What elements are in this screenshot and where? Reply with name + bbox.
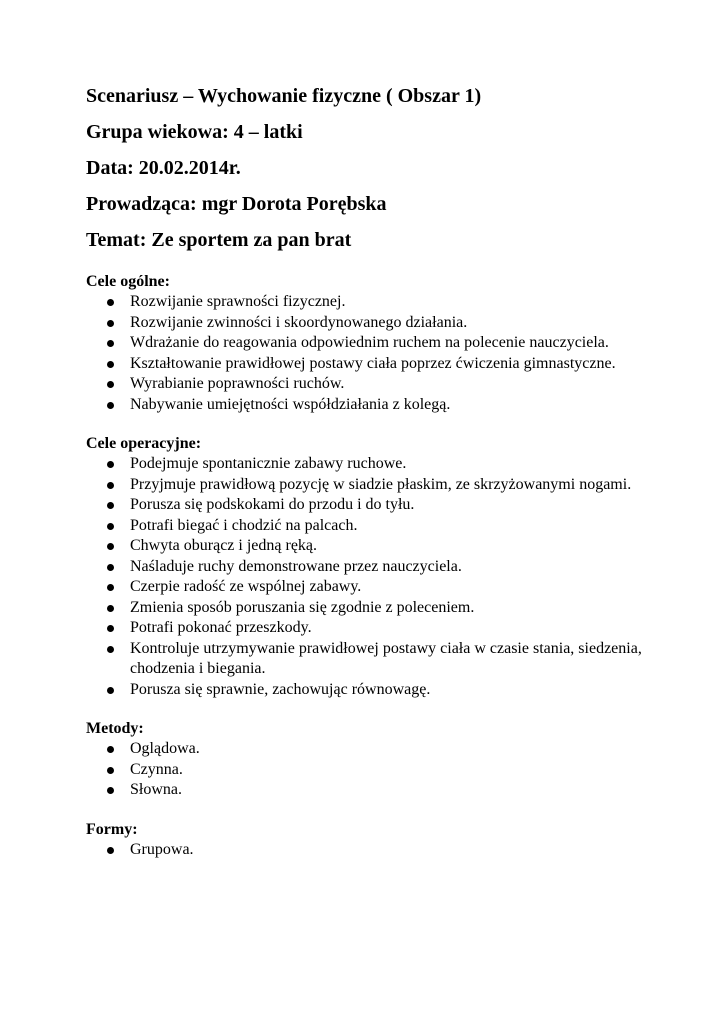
bullet-icon — [107, 564, 114, 571]
list-item-text: Zmienia sposób poruszania się zgodnie z poleceniem. — [130, 598, 475, 616]
section-title: Formy: — [86, 820, 138, 838]
bullet-icon — [107, 605, 114, 612]
bullet-icon — [107, 320, 114, 327]
bullet-list — [86, 454, 646, 700]
list-item-text: Porusza się podskokami do przodu i do tyłu. — [130, 496, 415, 513]
bullet-icon — [107, 482, 114, 489]
list-item — [86, 333, 646, 354]
bullet-icon — [107, 646, 114, 653]
list-item-text: Kontroluje utrzymywanie prawidłowej postawy ciała w czasie stania, siedzenia, chodzenia i biegania. — [130, 639, 642, 677]
list-item — [86, 760, 646, 781]
list-item — [86, 780, 646, 801]
list-item-text: Potrafi pokonać przeszkody. — [130, 619, 312, 636]
methods-section — [86, 718, 646, 801]
section-title: Cele ogólne: — [86, 273, 170, 290]
list-item-text: Podejmuje spontanicznie zabawy ruchowe. — [130, 455, 407, 472]
bullet-icon — [107, 584, 114, 591]
bullet-icon — [107, 523, 114, 530]
list-item — [86, 313, 646, 334]
bullet-list — [86, 739, 646, 801]
list-item — [86, 454, 646, 475]
bullet-icon — [107, 847, 114, 854]
list-item — [86, 680, 646, 701]
bullet-icon — [107, 361, 114, 368]
age-group: Grupa wiekowa: 4 – latki — [86, 121, 303, 143]
list-item — [86, 639, 646, 680]
section-title: Metody: — [86, 720, 144, 737]
bullet-icon — [107, 746, 114, 753]
teacher-line: Prowadząca: mgr Dorota Porębska — [86, 193, 387, 215]
list-item — [86, 374, 646, 395]
section-title: Cele operacyjne: — [86, 435, 202, 452]
bullet-icon — [107, 299, 114, 306]
topic-line: Temat: Ze sportem za pan brat — [86, 229, 352, 251]
bullet-icon — [107, 502, 114, 509]
list-item-text: Wdrażanie do reagowania odpowiednim ruchem na polecenie nauczyciela. — [130, 334, 609, 351]
list-item-text: Naśladuje ruchy demonstrowane przez nauczyciela. — [130, 557, 462, 575]
list-item — [86, 739, 646, 760]
list-item — [86, 840, 646, 861]
list-item — [86, 516, 646, 537]
date-line: Data: 20.02.2014r. — [86, 157, 241, 179]
document-header — [86, 84, 686, 264]
list-item-text: Oglądowa. — [130, 740, 200, 757]
bullet-icon — [107, 402, 114, 409]
list-item — [86, 618, 646, 639]
list-item — [86, 577, 646, 598]
list-item-text: Kształtowanie prawidłowej postawy ciała poprzez ćwiczenia gimnastyczne. — [130, 354, 616, 372]
list-item-text: Słowna. — [130, 781, 182, 798]
list-item — [86, 557, 646, 578]
list-item — [86, 598, 646, 619]
bullet-icon — [107, 461, 114, 468]
bullet-icon — [107, 687, 114, 694]
list-item — [86, 292, 646, 313]
list-item — [86, 354, 646, 375]
list-item-text: Czynna. — [130, 760, 183, 778]
bullet-list — [86, 840, 646, 861]
operational-goals-section — [86, 433, 646, 700]
list-item-text: Rozwijanie sprawności fizycznej. — [130, 293, 346, 310]
list-item-text: Potrafi biegać i chodzić na palcach. — [130, 516, 358, 534]
list-item-text: Czerpie radość ze wspólnej zabawy. — [130, 578, 362, 595]
scenario-title: Scenariusz – Wychowanie fizyczne ( Obszar 1) — [86, 85, 482, 107]
list-item-text: Rozwijanie zwinności i skoordynowanego działania. — [130, 313, 468, 331]
list-item — [86, 495, 646, 516]
list-item-text: Chwyta oburącz i jedną ręką. — [130, 537, 318, 554]
bullet-icon — [107, 625, 114, 632]
bullet-icon — [107, 543, 114, 550]
list-item-text: Nabywanie umiejętności współdziałania z kolegą. — [130, 395, 451, 413]
document-sections — [86, 271, 646, 878]
list-item — [86, 475, 646, 496]
bullet-list — [86, 292, 646, 415]
bullet-icon — [107, 787, 114, 794]
list-item-text: Porusza się sprawnie, zachowując równowagę. — [130, 680, 431, 698]
bullet-icon — [107, 767, 114, 774]
list-item — [86, 395, 646, 416]
list-item-text: Wyrabianie poprawności ruchów. — [130, 375, 345, 392]
list-item-text: Grupowa. — [130, 840, 194, 858]
list-item — [86, 536, 646, 557]
general-goals-section — [86, 271, 646, 415]
forms-section — [86, 819, 646, 861]
list-item-text: Przyjmuje prawidłową pozycję w siadzie płaskim, ze skrzyżowanymi nogami. — [130, 475, 632, 493]
bullet-icon — [107, 340, 114, 347]
bullet-icon — [107, 381, 114, 388]
